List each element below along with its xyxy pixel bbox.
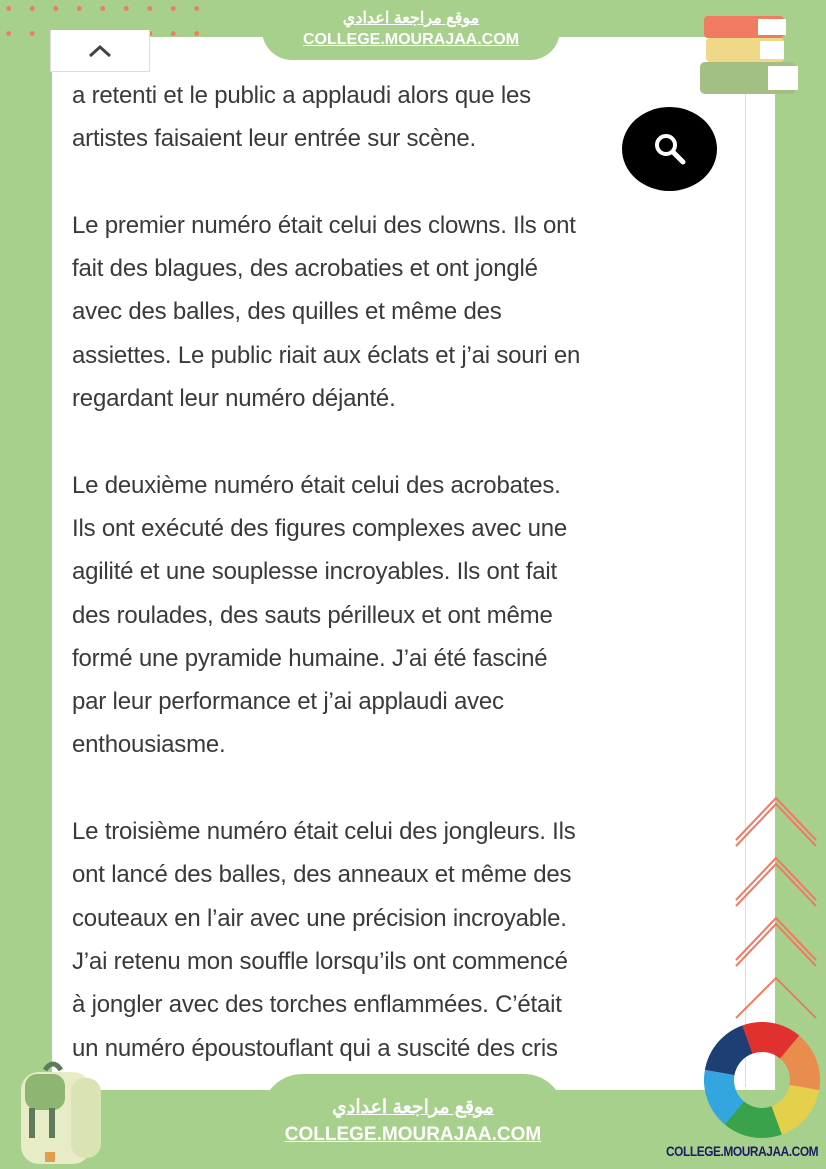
chevron-up-icon (86, 43, 114, 59)
text-line: fait des blagues, des acrobaties et ont jonglé (72, 255, 538, 283)
paragraph (72, 810, 692, 1070)
school-subjects-wheel-logo-icon (700, 1022, 825, 1140)
text-line: un numéro époustouflant qui a suscité des cris (72, 1034, 558, 1062)
paragraph (72, 464, 692, 767)
text-line: à jongler avec des torches enflammées. C’était (72, 991, 562, 1019)
text-line: J’ai retenu mon souffle lorsqu’ils ont commencé (72, 947, 568, 975)
text-line: avec des balles, des quilles et même des (72, 298, 502, 326)
banner-site-link[interactable]: COLLEGE.MOURAJAA.COM (284, 1124, 542, 1145)
logo-site-name: COLLEGE.MOURAJAA.COM (666, 1143, 819, 1159)
text-line: par leur performance et j’ai applaudi avec (72, 688, 504, 716)
text-line: formé une pyramide humaine. J’ai été fasciné (72, 644, 548, 672)
banner-site-link[interactable]: COLLEGE.MOURAJAA.COM (303, 31, 519, 48)
text-line: couteaux en l’air avec une précision incroyable. (72, 904, 567, 932)
text-line: agilité et une souplesse incroyables. Ils ont fait (72, 558, 557, 586)
text-line: Le premier numéro était celui des clowns. Ils ont (72, 211, 576, 239)
text-line: a retenti et le public a applaudi alors que les (72, 82, 531, 109)
text-line: Le deuxième numéro était celui des acrobates. (72, 471, 561, 499)
backpack-illustration-icon (15, 1058, 115, 1168)
text-line: assiettes. Le public riait aux éclats et j’ai souri en (72, 341, 581, 369)
banner-arabic-title: موقع مراجعة اعدادي (332, 1097, 494, 1118)
text-line: des roulades, des sauts périlleux et ont même (72, 601, 553, 629)
text-line: artistes faisaient leur entrée sur scène. (72, 125, 477, 153)
text-line: Ils ont exécuté des figures complexes avec une (72, 514, 568, 542)
decorative-chevrons-icon (732, 790, 822, 1025)
text-line: enthousiasme. (72, 731, 226, 759)
article-text (72, 74, 692, 1070)
scroll-up-button[interactable] (50, 30, 150, 72)
text-line: regardant leur numéro déjanté. (72, 385, 396, 413)
banner-arabic-title: موقع مراجعة اعدادي (342, 10, 480, 27)
paragraph (72, 204, 692, 420)
text-line: ont lancé des balles, des anneaux et même des (72, 861, 572, 889)
top-banner[interactable] (262, 0, 560, 60)
books-illustration-icon (698, 12, 803, 97)
text-line: Le troisième numéro était celui des jongleurs. Ils (72, 818, 576, 846)
bottom-banner[interactable] (262, 1074, 564, 1169)
paragraph (72, 74, 692, 161)
